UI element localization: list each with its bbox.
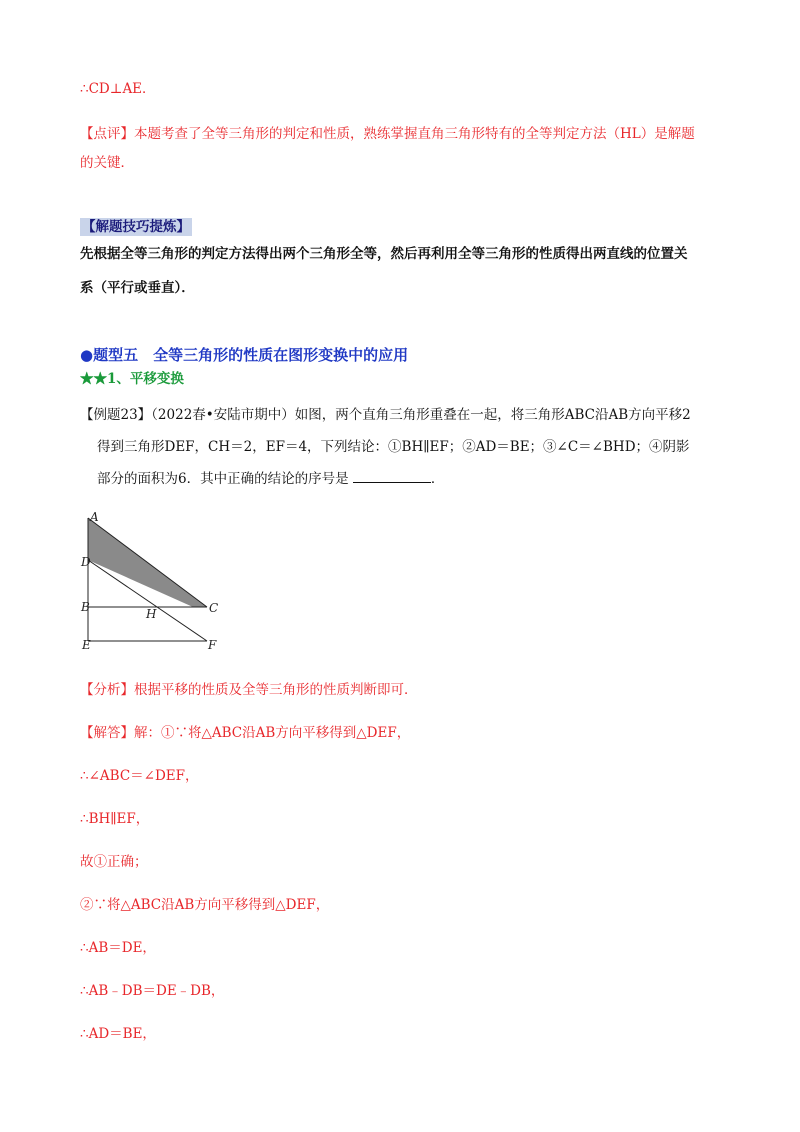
step-line-7: ∴AD＝BE， xyxy=(80,1026,156,1042)
step-line-1: ∴∠ABC＝∠DEF， xyxy=(80,768,199,784)
section-heading: ●题型五 全等三角形的性质在图形变换中的应用 xyxy=(80,346,409,364)
example-line-2: 得到三角形DEF，CH＝2，EF＝4，下列结论：①BH∥EF；②AD＝BE；③∠C＝∠BHD；④阴影 xyxy=(97,439,690,455)
tip-line-2: 系（平行或垂直）． xyxy=(80,280,195,296)
label-a: A xyxy=(90,510,99,524)
example-line-1: 【例题23】（2022春•安陆市期中）如图，两个直角三角形重叠在一起，将三角形ABC沿AB方向平移2 xyxy=(80,407,691,423)
example-line-3 xyxy=(97,470,444,488)
step-line-2: ∴BH∥EF， xyxy=(80,811,150,827)
label-c: C xyxy=(209,601,219,615)
label-h: H xyxy=(146,607,157,621)
step-line-6: ∴AB﹣DB＝DE﹣DB， xyxy=(80,983,225,999)
answer-blank xyxy=(353,470,431,483)
tip-heading: 【解题技巧提炼】 xyxy=(82,219,190,235)
step-line-4: ②∵将△ABC沿AB方向平移得到△DEF， xyxy=(80,897,330,913)
step-line-5: ∴AB＝DE， xyxy=(80,940,156,956)
comment-line-2: 的关键． xyxy=(80,155,134,171)
comment-line-1: 【点评】本题考查了全等三角形的判定和性质，熟练掌握直角三角形特有的全等判定方法（HL）是解题 xyxy=(80,126,695,142)
solution-line: 【解答】解：①∵将△ABC沿AB方向平移得到△DEF， xyxy=(80,725,411,741)
analysis-line: 【分析】根据平移的性质及全等三角形的性质判断即可． xyxy=(80,682,418,698)
label-f: F xyxy=(208,638,217,652)
translated-triangles-figure xyxy=(78,508,228,652)
conclusion-cd-line: ∴CD⊥AE． xyxy=(80,81,156,97)
label-d: D xyxy=(81,555,91,569)
subsection-heading: ★★1、平移变换 xyxy=(80,371,184,387)
example-line-3-text: 部分的面积为6．其中正确的结论的序号是 xyxy=(97,471,349,487)
label-e: E xyxy=(82,638,91,652)
example-line-3-end: ． xyxy=(430,471,445,487)
step-line-3: 故①正确； xyxy=(80,854,148,870)
tip-line-1: 先根据全等三角形的判定方法得出两个三角形全等，然后再利用全等三角形的性质得出两直线的位置关 xyxy=(80,246,688,262)
label-b: B xyxy=(81,600,90,614)
